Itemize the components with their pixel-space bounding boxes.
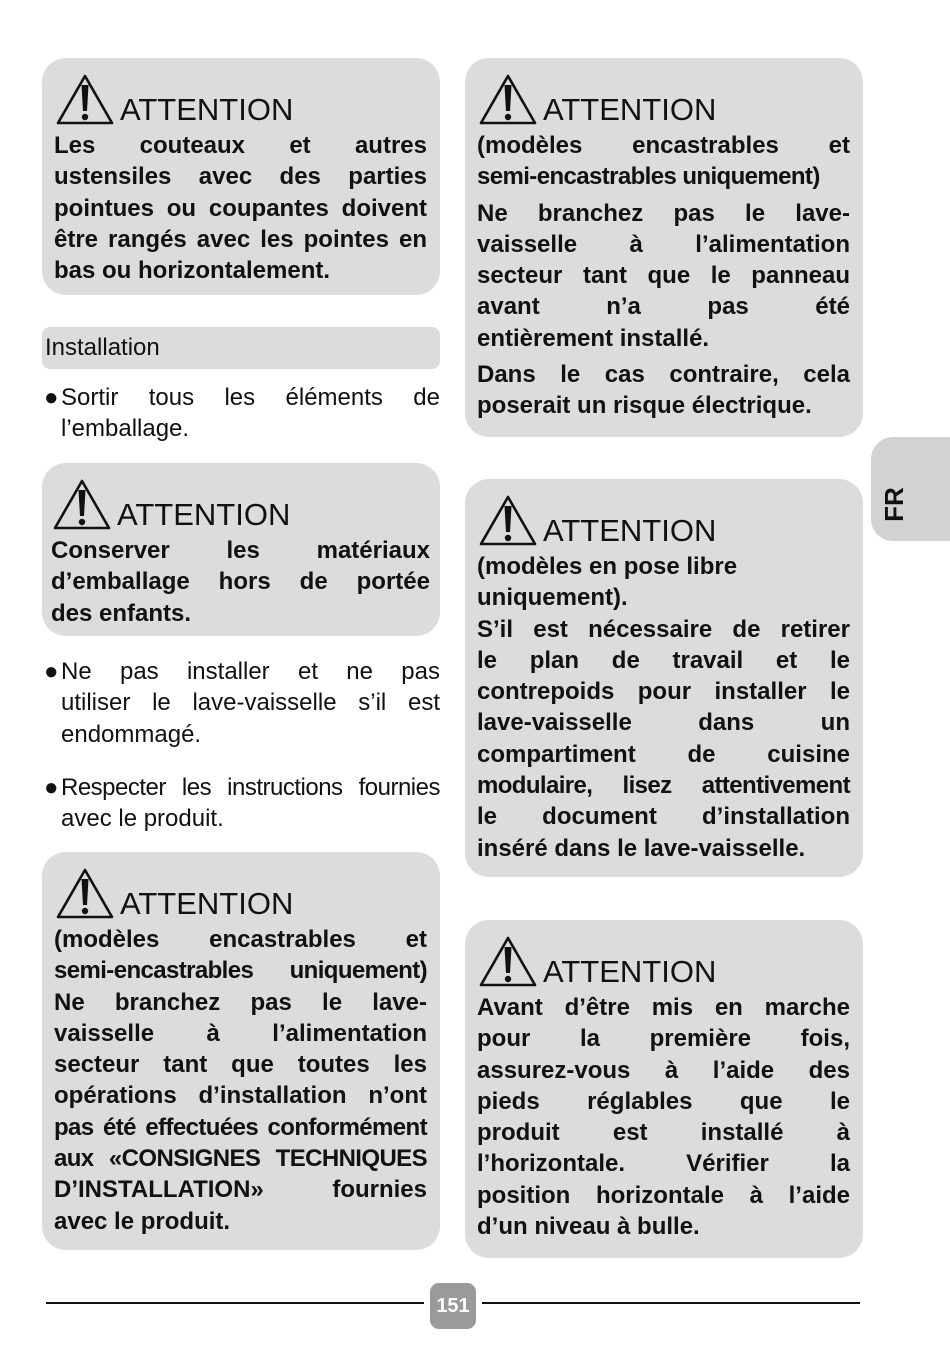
text-line: contrepoids pour installer le	[477, 678, 850, 706]
attention-header	[477, 491, 850, 549]
text-line: aux «CONSIGNES TECHNIQUES	[54, 1145, 427, 1173]
warning-triangle-icon	[54, 72, 116, 128]
attention-box-freestanding	[465, 479, 863, 877]
text-line: l’emballage.	[61, 415, 190, 443]
text-line: S’il est nécessaire de retirer	[477, 615, 850, 643]
warning-triangle-icon	[51, 477, 113, 533]
bullet-dot: ●	[44, 658, 59, 685]
text-line: Les couteaux et autres	[54, 132, 427, 159]
attention-box-power-built-in	[42, 852, 440, 1250]
text-line: le plan de travail et le	[477, 646, 850, 674]
attention-title: ATTENTION	[543, 954, 717, 989]
text-line: Avant d’être mis en marche	[477, 994, 850, 1021]
attention-box-leveling	[465, 920, 863, 1258]
text-line: Ne branchez pas le lave-	[54, 988, 427, 1016]
text-line: avec le produit.	[54, 1207, 231, 1235]
attention-header	[54, 864, 427, 922]
bullet-dot: ●	[44, 774, 59, 801]
warning-triangle-icon	[477, 493, 539, 549]
section-heading-installation: Installation	[42, 327, 440, 369]
text-line: endommagé.	[61, 720, 202, 748]
text-line: position horizontale à l’aide	[477, 1181, 850, 1209]
text-line: semi-encastrables uniquement)	[54, 957, 427, 985]
text-line: pas été effectuées conformément	[54, 1113, 427, 1141]
text-line: semi-encastrables uniquement)	[477, 163, 820, 191]
text-line: pieds réglables que le	[477, 1087, 850, 1115]
text-line: lave-vaisselle dans un	[477, 709, 850, 737]
text-line: Respecter les instructions fournies	[61, 774, 440, 801]
bullet-item	[42, 656, 440, 750]
text-line: Dans le cas contraire, cela	[477, 361, 850, 389]
text-line: produit est installé à	[477, 1119, 850, 1147]
attention-title: ATTENTION	[117, 497, 291, 532]
attention-header	[477, 70, 850, 128]
text-line: bas ou horizontalement.	[54, 257, 331, 285]
text-line: (modèles encastrables et	[54, 926, 427, 953]
text-line: avant n’a pas été	[477, 293, 850, 321]
attention-box-knives	[42, 58, 440, 295]
text-line: modulaire, lisez attentivement	[477, 772, 850, 800]
text-line: inséré dans le lave-vaisselle.	[477, 834, 806, 862]
text-line: (modèles en pose libre	[477, 553, 738, 580]
bullet-item	[42, 382, 440, 445]
text-line: le document d’installation	[477, 803, 850, 831]
attention-header	[477, 932, 850, 990]
text-line: l’horizontale. Vérifier la	[477, 1150, 850, 1178]
text-line: uniquement).	[477, 584, 628, 612]
text-line: être rangés avec les pointes en	[54, 225, 427, 253]
text-line: ustensiles avec des parties	[54, 163, 427, 191]
attention-header	[51, 475, 430, 533]
text-line: pointues ou coupantes doivent	[54, 194, 427, 222]
text-line: (modèles encastrables et	[477, 132, 850, 159]
attention-title: ATTENTION	[120, 886, 294, 921]
text-line: pour la première fois,	[477, 1025, 850, 1053]
attention-title: ATTENTION	[543, 92, 717, 127]
attention-header	[54, 70, 427, 128]
text-line: poserait un risque électrique.	[477, 392, 812, 420]
text-line: Sortir tous les éléments de	[61, 384, 440, 411]
text-line: opérations d’installation n’ont	[54, 1082, 427, 1110]
attention-box-power-front-panel	[465, 58, 863, 437]
language-tab-label: FR	[878, 487, 909, 522]
text-line: vaisselle à l’alimentation	[54, 1019, 427, 1047]
text-line: des enfants.	[51, 599, 192, 627]
text-line: compartiment de cuisine	[477, 740, 850, 768]
text-line: Conserver les matériaux	[51, 537, 430, 564]
text-line: D’INSTALLATION» fournies	[54, 1176, 427, 1204]
warning-triangle-icon	[54, 866, 116, 922]
warning-triangle-icon	[477, 934, 539, 990]
text-line: secteur tant que toutes les	[54, 1051, 427, 1079]
bullet-item	[42, 772, 440, 835]
text-line: Ne branchez pas le lave-	[477, 199, 850, 227]
attention-box-packaging	[42, 463, 440, 636]
footer-rule-left	[46, 1302, 424, 1304]
text-line: assurez-vous à l’aide des	[477, 1056, 850, 1084]
text-line: Ne pas installer et ne pas	[61, 658, 440, 685]
language-tab	[871, 437, 950, 541]
text-line: utiliser le lave-vaisselle s’il est	[61, 689, 440, 717]
text-line: d’emballage hors de portée	[51, 568, 430, 596]
attention-title: ATTENTION	[120, 92, 294, 127]
text-line: vaisselle à l’alimentation	[477, 230, 850, 258]
attention-title: ATTENTION	[543, 513, 717, 548]
page-number: 151	[430, 1283, 476, 1329]
text-line: secteur tant que le panneau	[477, 262, 850, 290]
bullet-dot: ●	[44, 384, 59, 411]
warning-triangle-icon	[477, 72, 539, 128]
text-line: avec le produit.	[61, 805, 224, 833]
text-line: d’un niveau à bulle.	[477, 1213, 700, 1241]
text-line: entièrement installé.	[477, 324, 710, 352]
footer-rule-right	[482, 1302, 860, 1304]
